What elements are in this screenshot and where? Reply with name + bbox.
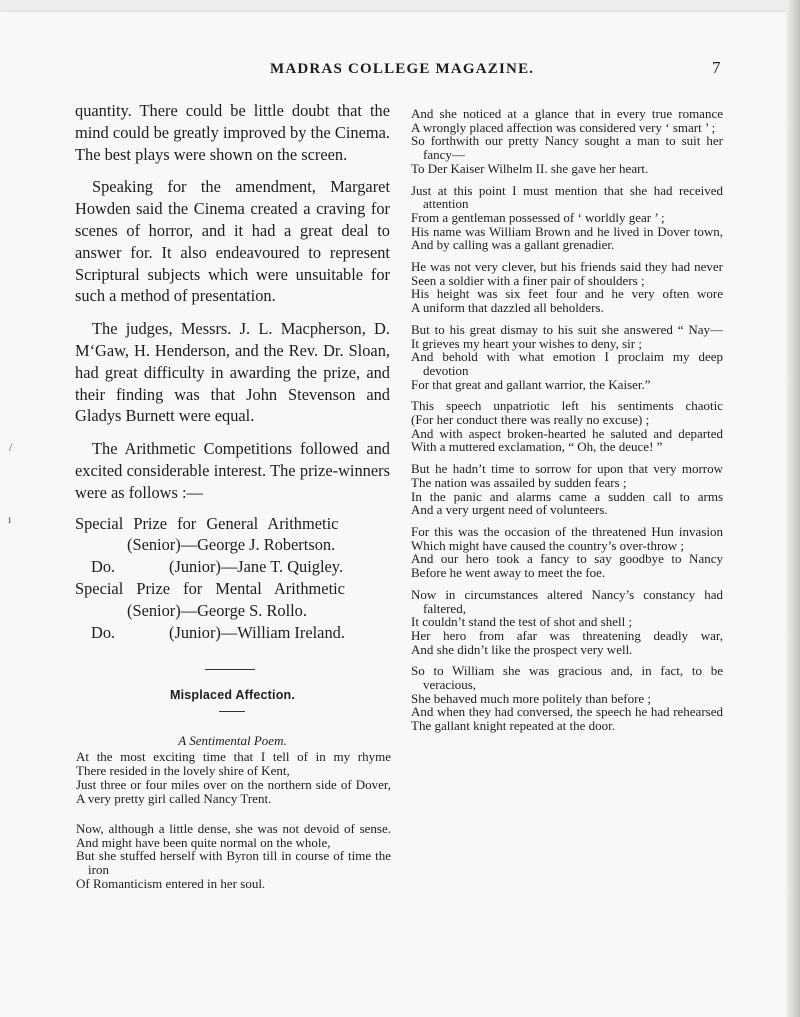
running-header: MADRAS COLLEGE MAGAZINE. <box>270 61 535 77</box>
stanza <box>411 323 723 392</box>
verse-line: Now in circumstances altered Nancy’s constancy had faltered, <box>411 586 723 616</box>
stanza <box>411 462 723 517</box>
verse-line: A very pretty girl called Nancy Trent. <box>76 790 272 806</box>
prize-label: Do. <box>91 557 116 577</box>
left-column <box>75 100 390 749</box>
verse-line: Of Romanticism entered in her soul. <box>76 876 266 892</box>
prize-line: (Senior)—George J. Robertson. <box>127 535 336 555</box>
verse-line: A wrongly placed affection was considered very ‘ smart ’ ; <box>411 119 716 135</box>
prize-winner: (Junior)—Jane T. Quigley. <box>169 557 344 577</box>
verse-line: The gallant knight repeated at the door. <box>411 718 615 734</box>
verse-line: Her hero from afar was threatening deadly war, <box>411 627 723 643</box>
verse-line: But to his great dismay to his suit she answered “ Nay— <box>411 321 723 337</box>
verse-line: For this was the occasion of the threatened Hun invasion <box>411 523 723 539</box>
verse-line: At the most exciting time that I tell of in my rhyme <box>76 749 391 764</box>
title-divider <box>219 711 245 712</box>
page-edge-shadow <box>786 0 800 1017</box>
margin-mark: / <box>9 440 13 454</box>
poem-left-verses <box>76 750 391 899</box>
verse-line: Before he went away to meet the foe. <box>411 565 606 581</box>
prize-line: (Senior)—George S. Rollo. <box>127 600 307 620</box>
stanza <box>411 184 723 253</box>
verse-line: And she didn’t like the prospect very well. <box>411 641 633 657</box>
verse-line: Just three or four miles over on the northern side of Dover, <box>76 776 391 792</box>
verse-line: And by calling was a gallant grenadier. <box>411 237 615 253</box>
prize-line <box>75 622 390 644</box>
verse-line: So to William she was gracious and, in fact, to be veracious, <box>411 663 723 693</box>
stanza <box>411 399 723 454</box>
verse-line: The nation was assailed by sudden fears ; <box>411 474 627 490</box>
verse-line: In the panic and alarms came a sudden call to arms <box>411 488 723 504</box>
verse-line: His name was William Brown and he lived in Dover town, <box>411 223 723 239</box>
poem-title: Misplaced Affection. <box>169 688 296 703</box>
verse-line: This speech unpatriotic left his sentiments chaotic <box>411 398 723 414</box>
verse-line: And when they had conversed, the speech he had rehearsed <box>411 704 723 720</box>
stanza <box>411 260 723 315</box>
verse-line: He was not very clever, but his friends said they had never <box>411 259 723 275</box>
stanza <box>76 750 391 806</box>
paragraph: The Arithmetic Competitions followed and excited considerable interest. The prize-winners were as follows :— <box>75 439 390 502</box>
verse-line: So forthwith our pretty Nancy sought a man to suit her fancy— <box>411 133 723 163</box>
verse-line: His height was six feet four and he very often wore <box>411 286 723 302</box>
verse-line: There resided in the lovely shire of Kent, <box>76 762 290 778</box>
verse-line: Seen a soldier with a finer pair of shoulders ; <box>411 272 645 288</box>
stanza <box>411 107 723 176</box>
verse-line: But he hadn’t time to sorrow for upon that very morrow <box>411 461 723 477</box>
verse-line: With a muttered exclamation, “ Oh, the deuce! ” <box>411 439 663 455</box>
paragraph: Speaking for the amendment, Margaret Howden said the Cinema created a craving for scenes of horror, and it had a great deal to answer for. It also endeavoured to represent Scriptural subjects which were unsuitable for such a method of presentation. <box>75 177 390 306</box>
paragraph: The judges, Messrs. J. L. Macpherson, D. M‘Gaw, H. Henderson, and the Rev. Dr. Sloan, had great difficulty in awarding the prize, and their finding was that John Stevenson and Gladys Burnett were equal. <box>75 319 390 426</box>
stanza <box>411 525 723 580</box>
verse-line: Which might have caused the country’s over-throw ; <box>411 537 685 553</box>
prize-line: Special Prize for General Arithmetic <box>75 513 339 533</box>
stanza <box>411 588 723 657</box>
stanza <box>76 822 391 892</box>
prize-line: Special Prize for Mental Arithmetic <box>75 578 345 598</box>
verse-line: And our hero took a fancy to say goodbye to Nancy <box>411 551 723 567</box>
prize-winner: (Junior)—William Ireland. <box>169 622 345 642</box>
paragraph: quantity. There could be little doubt that the mind could be greatly improved by the Cinema. The best plays were shown on the screen. <box>75 101 390 164</box>
verse-line: From a gentleman possessed of ‘ worldly gear ’ ; <box>411 209 665 225</box>
right-column <box>411 107 723 741</box>
verse-line: And with aspect broken-hearted he saluted and departed <box>411 425 723 441</box>
verse-line: A uniform that dazzled all beholders. <box>411 300 604 316</box>
magazine-page <box>0 12 788 1017</box>
verse-line: And she noticed at a glance that in every true romance <box>411 106 723 121</box>
stanza <box>411 664 723 733</box>
verse-line: Now, although a little dense, she was not devoid of sense. <box>76 820 391 836</box>
poem-subtitle: A Sentimental Poem. <box>178 733 287 749</box>
verse-line: To Der Kaiser Wilhelm II. she gave her heart. <box>411 160 649 176</box>
prize-line <box>75 556 390 578</box>
verse-line: It couldn’t stand the test of shot and shell ; <box>411 614 633 630</box>
verse-line: And might have been quite normal on the whole, <box>76 834 331 850</box>
verse-line: And a very urgent need of volunteers. <box>411 502 608 518</box>
verse-line: (For her conduct there was really no excuse) ; <box>411 412 650 428</box>
verse-line: For that great and gallant warrior, the Kaiser.” <box>411 376 651 392</box>
verse-line: And behold with what emotion I proclaim my deep devotion <box>411 349 723 378</box>
margin-mark: ı <box>8 512 12 526</box>
verse-line: She behaved much more politely than before ; <box>411 690 652 706</box>
verse-line: Just at this point I must mention that she had received attention <box>411 182 723 212</box>
prize-label: Do. <box>91 622 116 642</box>
prize-list <box>75 513 390 644</box>
verse-line: It grieves my heart your wishes to deny, sir ; <box>411 335 642 351</box>
section-divider <box>205 669 255 670</box>
page-number: 7 <box>712 58 721 77</box>
verse-line: But she stuffed herself with Byron till in course of time the iron <box>76 848 391 878</box>
